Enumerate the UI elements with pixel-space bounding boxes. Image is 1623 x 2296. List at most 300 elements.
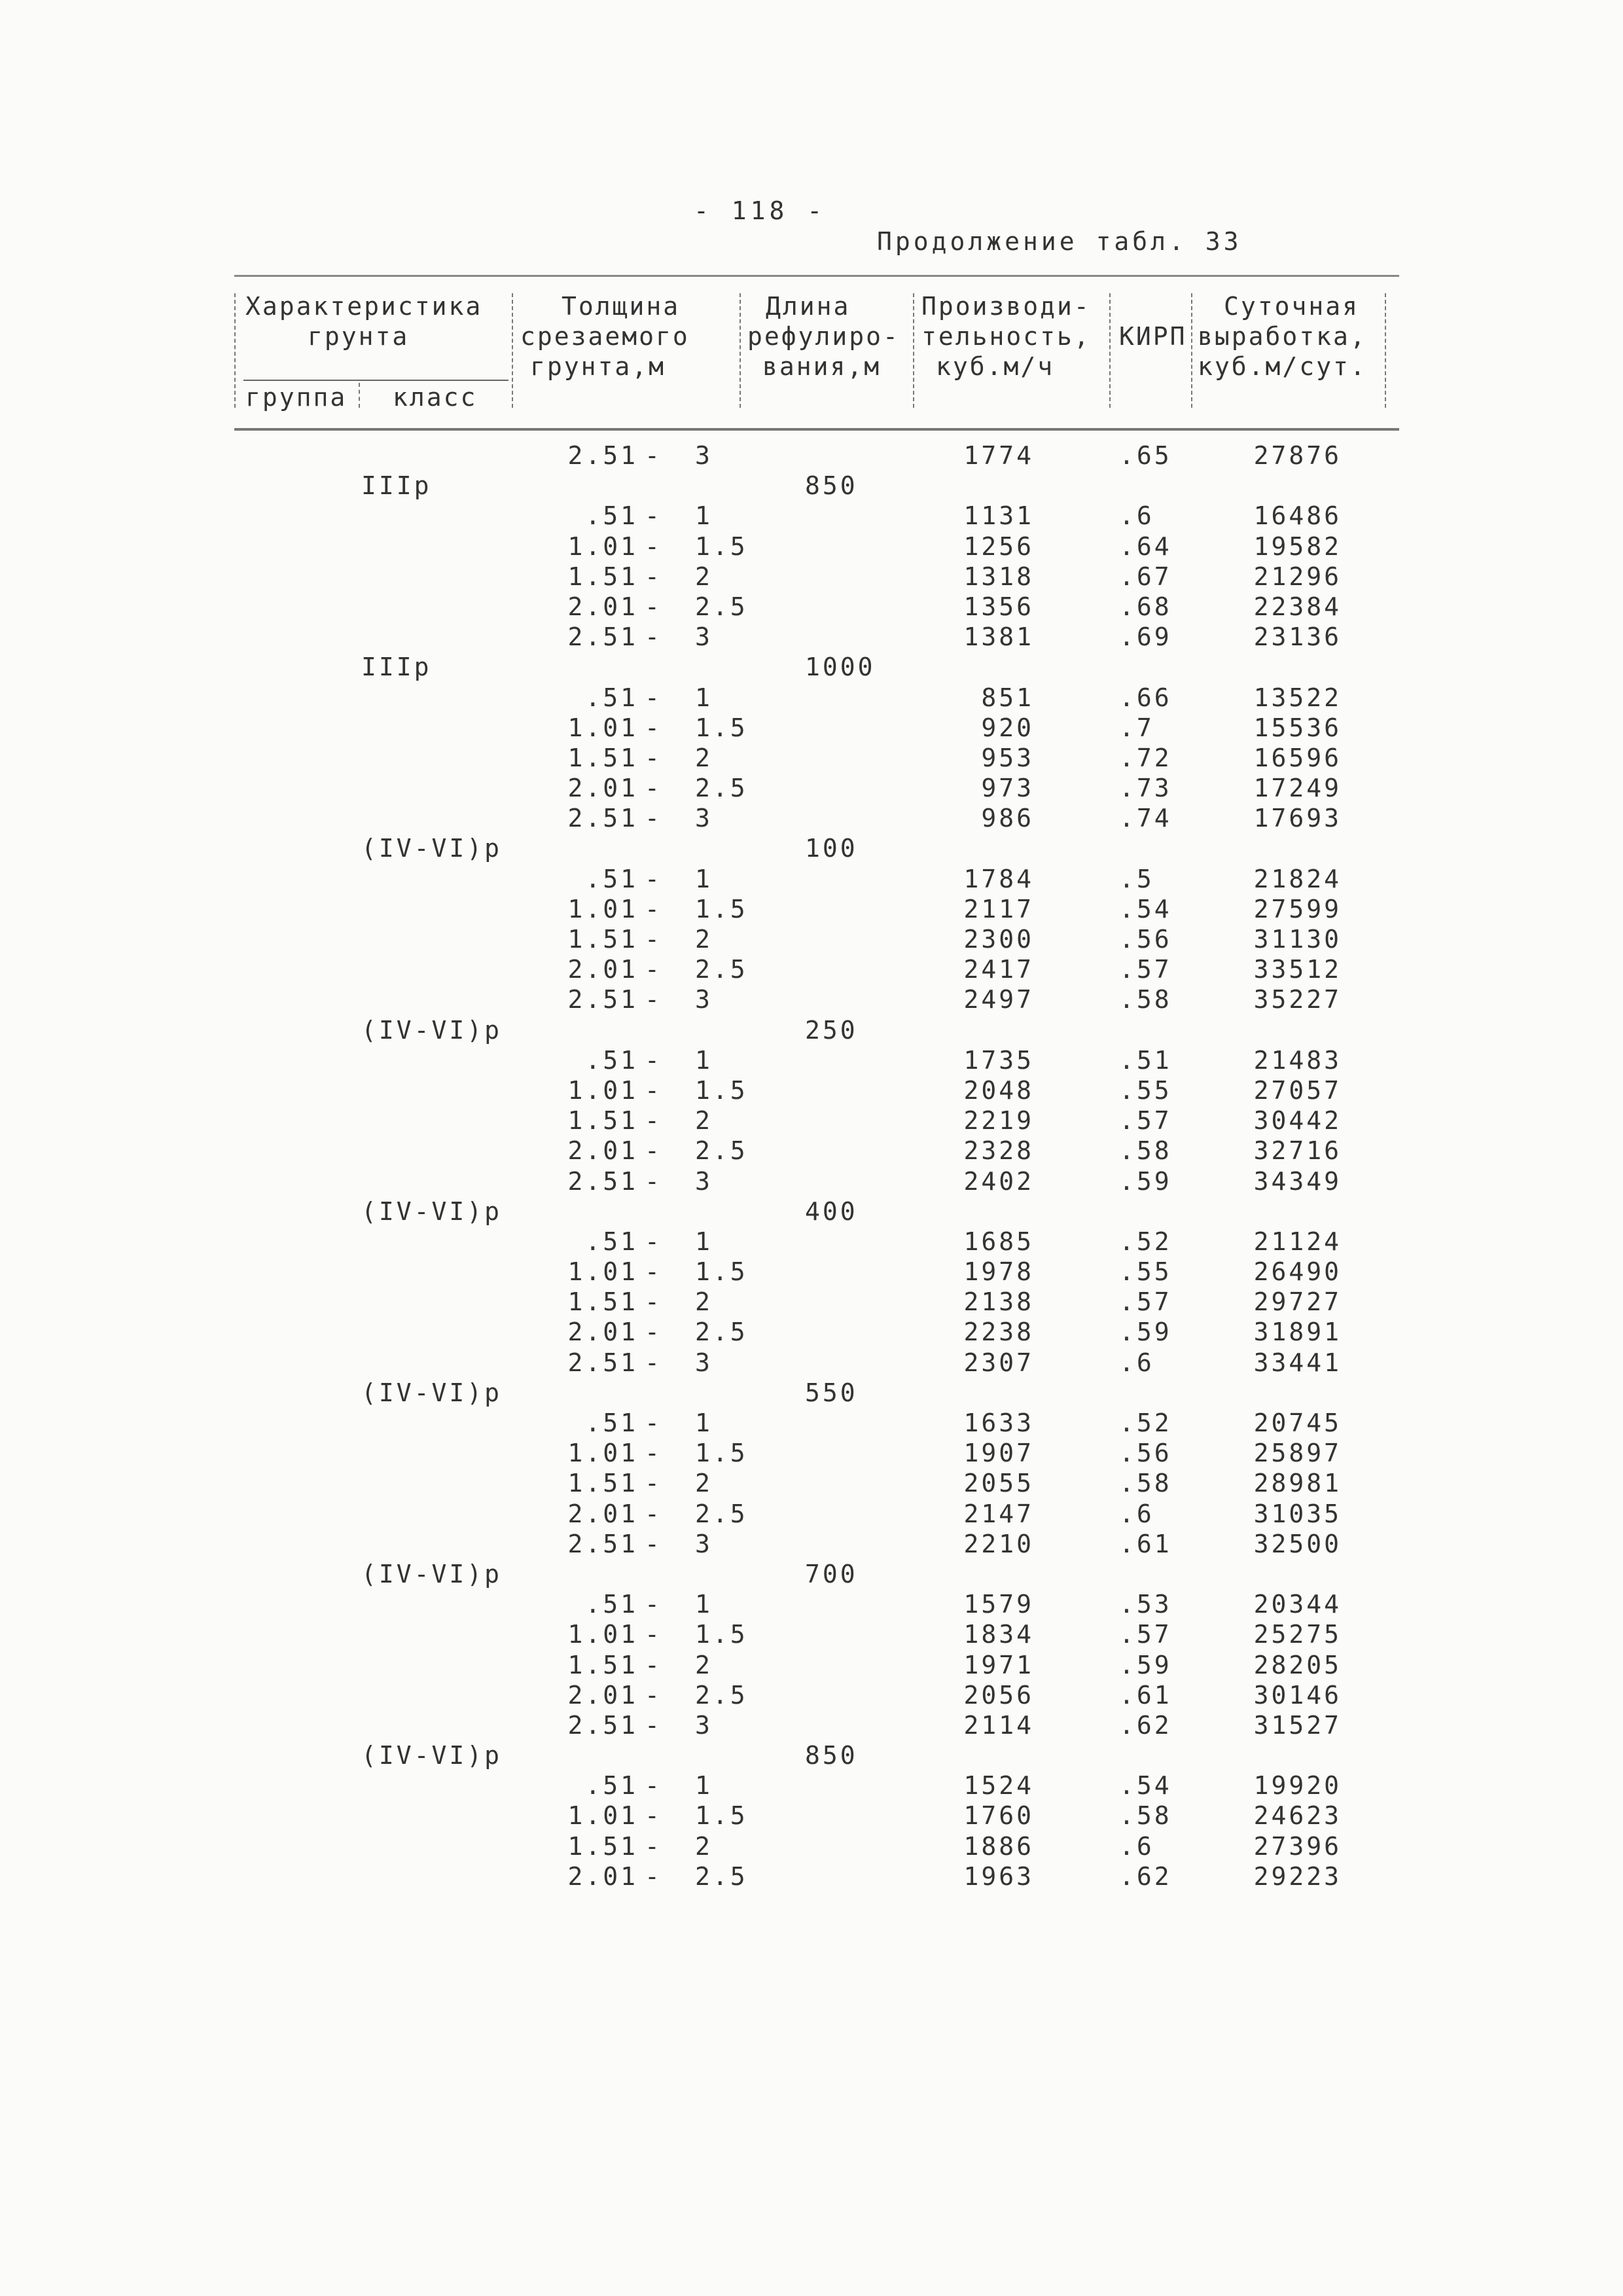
kirp-cell: .59 (1119, 1318, 1172, 1347)
thickness-to-cell: 1.5 (695, 531, 748, 561)
table-row (0, 622, 1623, 653)
range-dash: - (645, 743, 662, 772)
kirp-cell: .7 (1119, 713, 1154, 742)
kirp-cell: .62 (1119, 1861, 1172, 1891)
range-dash: - (645, 713, 662, 742)
productivity-cell: 973 (981, 774, 1034, 803)
daily-output-cell: 31130 (1253, 925, 1342, 954)
table-row (0, 1862, 1623, 1892)
productivity-cell: 1256 (963, 531, 1034, 561)
productivity-cell: 986 (981, 804, 1034, 833)
thickness-from-cell: 2.51 (567, 1348, 638, 1377)
productivity-cell: 920 (981, 713, 1034, 742)
table-group-row (0, 1560, 1623, 1590)
thickness-from-cell: 1.01 (567, 1801, 638, 1831)
kirp-cell: .6 (1119, 1348, 1154, 1377)
range-dash: - (645, 501, 662, 531)
length-cell: 550 (805, 1378, 858, 1407)
daily-output-cell: 27876 (1253, 441, 1342, 470)
table-top-rule (234, 275, 1399, 277)
kirp-cell: .52 (1119, 1408, 1172, 1437)
kirp-cell: .72 (1119, 743, 1172, 772)
range-dash: - (645, 441, 662, 470)
daily-output-cell: 19582 (1253, 531, 1342, 561)
range-dash: - (645, 864, 662, 893)
table-row (0, 1136, 1623, 1166)
daily-output-cell: 31527 (1253, 1710, 1342, 1740)
thickness-from-cell: 1.01 (567, 1620, 638, 1649)
thickness-from-cell: 2.51 (567, 1166, 638, 1196)
kirp-cell: .61 (1119, 1680, 1172, 1710)
range-dash: - (645, 1650, 662, 1679)
thickness-to-cell: 1.5 (695, 1075, 748, 1105)
thickness-to-cell: 3 (695, 1166, 713, 1196)
daily-output-cell: 25275 (1253, 1620, 1342, 1649)
thickness-from-cell: 1.01 (567, 713, 638, 742)
range-dash: - (645, 1590, 662, 1619)
productivity-cell: 2497 (963, 985, 1034, 1014)
table-row (0, 1590, 1623, 1620)
header-separator (512, 293, 513, 408)
thickness-to-cell: 1 (695, 1408, 713, 1437)
daily-output-cell: 28205 (1253, 1650, 1342, 1679)
length-cell: 700 (805, 1559, 858, 1588)
table-row (0, 1681, 1623, 1711)
thickness-from-cell: 1.51 (567, 1106, 638, 1136)
daily-output-cell: 27057 (1253, 1075, 1342, 1105)
header-output: выработка, (1198, 322, 1367, 351)
productivity-cell: 2328 (963, 1136, 1034, 1166)
header-productivity-2: тельность, (921, 322, 1091, 351)
table-group-row (0, 1378, 1623, 1408)
thickness-to-cell: 3 (695, 1348, 713, 1377)
kirp-cell: .55 (1119, 1075, 1172, 1105)
range-dash: - (645, 562, 662, 591)
kirp-cell: .62 (1119, 1710, 1172, 1740)
kirp-cell: .52 (1119, 1227, 1172, 1256)
header-productivity-unit: куб.м/ч (936, 352, 1055, 381)
kirp-cell: .5 (1119, 864, 1154, 893)
thickness-to-cell: 1 (695, 1771, 713, 1801)
daily-output-cell: 23136 (1253, 622, 1342, 652)
kirp-cell: .58 (1119, 985, 1172, 1014)
kirp-cell: .59 (1119, 1650, 1172, 1679)
table-row (0, 1408, 1623, 1439)
productivity-cell: 1356 (963, 592, 1034, 621)
thickness-from-cell: .51 (585, 1771, 638, 1801)
thickness-from-cell: .51 (585, 1590, 638, 1619)
range-dash: - (645, 1680, 662, 1710)
thickness-from-cell: 1.51 (567, 1831, 638, 1861)
range-dash: - (645, 531, 662, 561)
table-group-row (0, 1197, 1623, 1227)
thickness-from-cell: 1.51 (567, 743, 638, 772)
table-row (0, 1651, 1623, 1681)
kirp-cell: .58 (1119, 1469, 1172, 1498)
range-dash: - (645, 1620, 662, 1649)
daily-output-cell: 20745 (1253, 1408, 1342, 1437)
productivity-cell: 2138 (963, 1287, 1034, 1317)
thickness-to-cell: 1 (695, 1227, 713, 1256)
productivity-cell: 1978 (963, 1257, 1034, 1287)
header-kirp: КИРП (1119, 322, 1187, 351)
kirp-cell: .65 (1119, 441, 1172, 470)
table-row (0, 865, 1623, 895)
thickness-to-cell: 1 (695, 683, 713, 712)
thickness-to-cell: 2 (695, 743, 713, 772)
table-row (0, 713, 1623, 744)
thickness-from-cell: 1.01 (567, 1075, 638, 1105)
thickness-to-cell: 2 (695, 925, 713, 954)
thickness-to-cell: 1.5 (695, 1257, 748, 1287)
daily-output-cell: 21124 (1253, 1227, 1342, 1256)
length-cell: 100 (805, 834, 858, 863)
thickness-from-cell: .51 (585, 1045, 638, 1075)
productivity-cell: 1963 (963, 1861, 1034, 1891)
daily-output-cell: 19920 (1253, 1771, 1342, 1801)
thickness-from-cell: 2.01 (567, 955, 638, 984)
header-cut: срезаемого (520, 322, 690, 351)
header-length: Длина (766, 292, 851, 321)
thickness-from-cell: .51 (585, 1227, 638, 1256)
header-output-unit: куб.м/сут. (1198, 352, 1367, 381)
productivity-cell: 2114 (963, 1710, 1034, 1740)
group-label: (IV-VI)р (361, 834, 503, 863)
kirp-cell: .57 (1119, 1620, 1172, 1649)
range-dash: - (645, 1861, 662, 1891)
productivity-cell: 2056 (963, 1680, 1034, 1710)
daily-output-cell: 16486 (1253, 501, 1342, 531)
thickness-to-cell: 2 (695, 1287, 713, 1317)
table-row (0, 925, 1623, 955)
thickness-to-cell: 3 (695, 441, 713, 470)
productivity-cell: 1579 (963, 1590, 1034, 1619)
kirp-cell: .57 (1119, 1287, 1172, 1317)
daily-output-cell: 17693 (1253, 804, 1342, 833)
table-row (0, 1227, 1623, 1257)
daily-output-cell: 27396 (1253, 1831, 1342, 1861)
header-soil-characteristic: Характеристика (245, 292, 483, 321)
table-group-row (0, 834, 1623, 864)
productivity-cell: 2210 (963, 1529, 1034, 1558)
kirp-cell: .69 (1119, 622, 1172, 652)
daily-output-cell: 34349 (1253, 1166, 1342, 1196)
productivity-cell: 2402 (963, 1166, 1034, 1196)
header-daily: Суточная (1224, 292, 1360, 321)
table-row (0, 1076, 1623, 1106)
group-label: IIIр (361, 653, 432, 682)
productivity-cell: 2307 (963, 1348, 1034, 1377)
productivity-cell: 2055 (963, 1469, 1034, 1498)
table-group-row (0, 653, 1623, 683)
table-continuation-caption: Продолжение табл. 33 (877, 227, 1242, 256)
kirp-cell: .61 (1119, 1529, 1172, 1558)
productivity-cell: 953 (981, 743, 1034, 772)
productivity-cell: 2300 (963, 925, 1034, 954)
daily-output-cell: 29727 (1253, 1287, 1342, 1317)
range-dash: - (645, 1439, 662, 1468)
kirp-cell: .58 (1119, 1801, 1172, 1831)
length-cell: 850 (805, 1741, 858, 1770)
range-dash: - (645, 985, 662, 1014)
thickness-to-cell: 2.5 (695, 1318, 748, 1347)
daily-output-cell: 24623 (1253, 1801, 1342, 1831)
thickness-to-cell: 2.5 (695, 592, 748, 621)
table-row (0, 1257, 1623, 1287)
length-cell: 850 (805, 471, 858, 501)
kirp-cell: .59 (1119, 1166, 1172, 1196)
range-dash: - (645, 1227, 662, 1256)
table-body (0, 441, 1623, 1892)
thickness-to-cell: 1.5 (695, 1439, 748, 1468)
thickness-to-cell: 3 (695, 1529, 713, 1558)
thickness-from-cell: .51 (585, 501, 638, 531)
thickness-to-cell: 2.5 (695, 1680, 748, 1710)
thickness-from-cell: 1.51 (567, 1287, 638, 1317)
kirp-cell: .64 (1119, 531, 1172, 561)
table-row (0, 501, 1623, 531)
kirp-cell: .68 (1119, 592, 1172, 621)
thickness-from-cell: 2.01 (567, 1861, 638, 1891)
productivity-cell: 1735 (963, 1045, 1034, 1075)
kirp-cell: .57 (1119, 955, 1172, 984)
range-dash: - (645, 894, 662, 924)
table-row (0, 804, 1623, 834)
daily-output-cell: 29223 (1253, 1861, 1342, 1891)
productivity-cell: 1907 (963, 1439, 1034, 1468)
thickness-to-cell: 2 (695, 1650, 713, 1679)
range-dash: - (645, 1831, 662, 1861)
productivity-cell: 1131 (963, 501, 1034, 531)
header-soil-m: грунта,м (530, 352, 666, 381)
header-separator (1109, 293, 1111, 408)
range-dash: - (645, 925, 662, 954)
thickness-from-cell: .51 (585, 1408, 638, 1437)
productivity-cell: 1834 (963, 1620, 1034, 1649)
thickness-to-cell: 2 (695, 1106, 713, 1136)
thickness-to-cell: 3 (695, 1710, 713, 1740)
group-label: (IV-VI)р (361, 1559, 503, 1588)
daily-output-cell: 16596 (1253, 743, 1342, 772)
range-dash: - (645, 804, 662, 833)
kirp-cell: .74 (1119, 804, 1172, 833)
table-row (0, 1771, 1623, 1801)
range-dash: - (645, 1257, 662, 1287)
header-group: группа (245, 383, 348, 412)
table-row (0, 1318, 1623, 1348)
range-dash: - (645, 1710, 662, 1740)
thickness-from-cell: 1.01 (567, 1439, 638, 1468)
length-cell: 400 (805, 1196, 858, 1226)
daily-output-cell: 21824 (1253, 864, 1342, 893)
daily-output-cell: 30146 (1253, 1680, 1342, 1710)
thickness-to-cell: 1 (695, 1590, 713, 1619)
kirp-cell: .51 (1119, 1045, 1172, 1075)
table-row (0, 1711, 1623, 1741)
thickness-from-cell: 1.01 (567, 1257, 638, 1287)
productivity-cell: 1318 (963, 562, 1034, 591)
table-row (0, 441, 1623, 471)
productivity-cell: 1685 (963, 1227, 1034, 1256)
header-separator (359, 383, 360, 408)
header-refulation-m: вания,м (762, 352, 882, 381)
range-dash: - (645, 1408, 662, 1437)
range-dash: - (645, 683, 662, 712)
table-row (0, 1801, 1623, 1831)
header-productivity: Производи- (921, 292, 1091, 321)
daily-output-cell: 31035 (1253, 1499, 1342, 1528)
table-row (0, 1530, 1623, 1560)
thickness-to-cell: 2.5 (695, 955, 748, 984)
table-header-bottom-rule (234, 428, 1399, 431)
range-dash: - (645, 1106, 662, 1136)
range-dash: - (645, 1499, 662, 1528)
range-dash: - (645, 1529, 662, 1558)
table-row (0, 774, 1623, 804)
daily-output-cell: 22384 (1253, 592, 1342, 621)
header-separator (234, 293, 236, 408)
length-cell: 250 (805, 1015, 858, 1045)
thickness-from-cell: 2.51 (567, 804, 638, 833)
thickness-from-cell: 1.01 (567, 531, 638, 561)
range-dash: - (645, 1348, 662, 1377)
range-dash: - (645, 1318, 662, 1347)
productivity-cell: 851 (981, 683, 1034, 712)
thickness-to-cell: 1 (695, 864, 713, 893)
table-row (0, 1469, 1623, 1499)
range-dash: - (645, 955, 662, 984)
range-dash: - (645, 1469, 662, 1498)
daily-output-cell: 33512 (1253, 955, 1342, 984)
daily-output-cell: 15536 (1253, 713, 1342, 742)
range-dash: - (645, 592, 662, 621)
header-thickness: Толщина (562, 292, 681, 321)
group-label: (IV-VI)р (361, 1015, 503, 1045)
thickness-to-cell: 1.5 (695, 1620, 748, 1649)
kirp-cell: .67 (1119, 562, 1172, 591)
thickness-from-cell: 2.51 (567, 622, 638, 652)
daily-output-cell: 30442 (1253, 1106, 1342, 1136)
productivity-cell: 2117 (963, 894, 1034, 924)
daily-output-cell: 33441 (1253, 1348, 1342, 1377)
table-group-row (0, 1741, 1623, 1771)
table-row (0, 1499, 1623, 1530)
thickness-to-cell: 2.5 (695, 1499, 748, 1528)
thickness-to-cell: 3 (695, 985, 713, 1014)
thickness-from-cell: 2.51 (567, 985, 638, 1014)
productivity-cell: 1774 (963, 441, 1034, 470)
table-row (0, 985, 1623, 1015)
productivity-cell: 1381 (963, 622, 1034, 652)
group-label: (IV-VI)р (361, 1378, 503, 1407)
daily-output-cell: 28981 (1253, 1469, 1342, 1498)
table-row (0, 1348, 1623, 1378)
thickness-to-cell: 2.5 (695, 1861, 748, 1891)
daily-output-cell: 21296 (1253, 562, 1342, 591)
productivity-cell: 1971 (963, 1650, 1034, 1679)
header-soil: грунта (308, 322, 410, 351)
thickness-to-cell: 2 (695, 1831, 713, 1861)
table-row (0, 532, 1623, 562)
thickness-from-cell: 1.51 (567, 925, 638, 954)
table-row (0, 744, 1623, 774)
daily-output-cell: 13522 (1253, 683, 1342, 712)
kirp-cell: .6 (1119, 1831, 1154, 1861)
header-separator (740, 293, 741, 408)
length-cell: 1000 (805, 653, 876, 682)
table-row (0, 1046, 1623, 1076)
table-row (0, 562, 1623, 592)
daily-output-cell: 17249 (1253, 774, 1342, 803)
header-subdivider (243, 380, 508, 381)
daily-output-cell: 21483 (1253, 1045, 1342, 1075)
range-dash: - (645, 1287, 662, 1317)
header-separator (1191, 293, 1192, 408)
kirp-cell: .55 (1119, 1257, 1172, 1287)
productivity-cell: 1886 (963, 1831, 1034, 1861)
group-label: IIIр (361, 471, 432, 501)
range-dash: - (645, 1166, 662, 1196)
productivity-cell: 2238 (963, 1318, 1034, 1347)
table-row (0, 955, 1623, 985)
productivity-cell: 1760 (963, 1801, 1034, 1831)
table-row (0, 1287, 1623, 1318)
daily-output-cell: 20344 (1253, 1590, 1342, 1619)
range-dash: - (645, 1771, 662, 1801)
page-number: - 118 - (694, 196, 827, 225)
thickness-to-cell: 1.5 (695, 894, 748, 924)
productivity-cell: 1633 (963, 1408, 1034, 1437)
thickness-from-cell: 1.01 (567, 894, 638, 924)
thickness-to-cell: 1 (695, 501, 713, 531)
kirp-cell: .73 (1119, 774, 1172, 803)
range-dash: - (645, 774, 662, 803)
thickness-to-cell: 2.5 (695, 1136, 748, 1166)
productivity-cell: 2417 (963, 955, 1034, 984)
daily-output-cell: 26490 (1253, 1257, 1342, 1287)
daily-output-cell: 25897 (1253, 1439, 1342, 1468)
daily-output-cell: 31891 (1253, 1318, 1342, 1347)
thickness-to-cell: 2 (695, 562, 713, 591)
table-row (0, 1620, 1623, 1650)
thickness-from-cell: 2.01 (567, 592, 638, 621)
kirp-cell: .56 (1119, 1439, 1172, 1468)
thickness-from-cell: 2.01 (567, 1318, 638, 1347)
thickness-to-cell: 1.5 (695, 713, 748, 742)
table-group-row (0, 1016, 1623, 1046)
thickness-from-cell: 2.01 (567, 1499, 638, 1528)
table-row (0, 1832, 1623, 1862)
table-row (0, 1106, 1623, 1136)
thickness-from-cell: .51 (585, 683, 638, 712)
productivity-cell: 2219 (963, 1106, 1034, 1136)
table-group-row (0, 471, 1623, 501)
range-dash: - (645, 1075, 662, 1105)
group-label: (IV-VI)р (361, 1741, 503, 1770)
header-separator (1385, 293, 1386, 408)
kirp-cell: .66 (1119, 683, 1172, 712)
thickness-from-cell: 2.01 (567, 774, 638, 803)
thickness-from-cell: 1.51 (567, 562, 638, 591)
daily-output-cell: 35227 (1253, 985, 1342, 1014)
daily-output-cell: 27599 (1253, 894, 1342, 924)
thickness-to-cell: 3 (695, 622, 713, 652)
productivity-cell: 1784 (963, 864, 1034, 893)
table-row (0, 592, 1623, 622)
thickness-to-cell: 2.5 (695, 774, 748, 803)
productivity-cell: 1524 (963, 1771, 1034, 1801)
range-dash: - (645, 1136, 662, 1166)
